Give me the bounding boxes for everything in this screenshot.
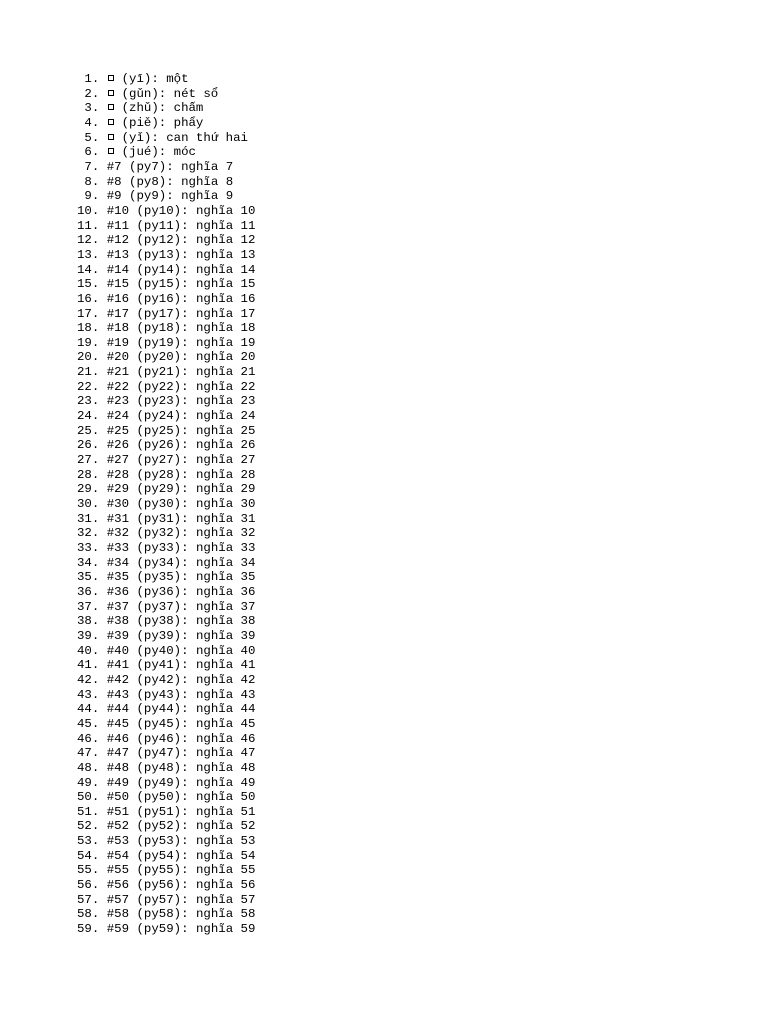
entry-number: 37. <box>77 599 100 614</box>
entry-text: #55 (py55): nghĩa 55 <box>106 863 256 878</box>
entry-number: 28. <box>77 467 100 482</box>
entry-content <box>99 761 255 776</box>
entry-text: #59 (py59): nghĩa 59 <box>106 922 256 937</box>
list-item <box>77 746 255 761</box>
list-item <box>77 307 255 322</box>
missing-glyph-icon <box>107 101 114 116</box>
list-item <box>77 658 255 673</box>
entry-number: 10. <box>77 203 100 218</box>
list-item <box>77 131 255 146</box>
entry-content <box>99 922 255 937</box>
entry-content <box>99 717 255 732</box>
entry-number: 27. <box>77 453 100 468</box>
entry-text: #53 (py53): nghĩa 53 <box>106 834 256 849</box>
entry-number: 8. <box>84 174 100 189</box>
missing-glyph-icon <box>107 131 114 146</box>
entry-number: 33. <box>77 541 100 555</box>
entry-text: #50 (py50): nghĩa 50 <box>106 790 256 805</box>
list-item <box>77 248 255 263</box>
list-item <box>77 365 255 380</box>
entry-text: #40 (py40): nghĩa 40 <box>106 643 256 658</box>
entry-number: 46. <box>77 731 100 746</box>
entry-number: 43. <box>77 687 100 702</box>
list-item <box>77 160 255 175</box>
entry-content <box>99 497 255 512</box>
entry-content <box>99 468 255 483</box>
list-item <box>77 585 255 600</box>
list-item <box>77 350 255 365</box>
list-item <box>77 292 255 307</box>
entry-text: (yǐ): can thứ hai <box>121 130 248 145</box>
entry-text: #7 (py7): nghĩa 7 <box>106 159 234 174</box>
entry-number: 23. <box>77 394 100 409</box>
entry-content <box>99 526 255 541</box>
entry-number: 44. <box>77 702 100 717</box>
entry-content <box>99 160 233 175</box>
entry-content <box>99 556 255 571</box>
list-item <box>77 263 255 278</box>
entry-content <box>99 175 233 190</box>
list-item <box>77 116 255 131</box>
list-item <box>77 819 255 834</box>
entry-content <box>99 746 255 761</box>
entry-content <box>99 585 255 600</box>
list-item <box>77 101 255 116</box>
entry-text: #15 (py15): nghĩa 15 <box>106 277 256 292</box>
entry-number: 53. <box>77 834 100 849</box>
entry-content <box>99 644 255 659</box>
entry-number: 39. <box>77 628 100 643</box>
entry-text: #22 (py22): nghĩa 22 <box>106 379 256 394</box>
entry-number: 47. <box>77 746 100 761</box>
entry-number: 41. <box>77 658 100 673</box>
list-item <box>77 394 255 409</box>
entry-content <box>99 204 255 219</box>
entry-text: #14 (py14): nghĩa 14 <box>106 262 256 277</box>
entry-content <box>99 790 255 805</box>
entry-number: 29. <box>77 482 100 497</box>
list-item <box>77 893 255 908</box>
entry-content <box>99 116 203 131</box>
entry-text: #30 (py30): nghĩa 30 <box>106 497 256 512</box>
entry-text: #11 (py11): nghĩa 11 <box>106 218 256 233</box>
entry-content <box>99 863 255 878</box>
list-item <box>77 336 255 351</box>
list-item <box>77 629 255 644</box>
entry-text: #32 (py32): nghĩa 32 <box>106 526 256 541</box>
entry-text: (gǔn): nét sổ <box>121 86 219 101</box>
entry-text: #8 (py8): nghĩa 8 <box>106 174 234 189</box>
list-item <box>77 761 255 776</box>
entry-text: #41 (py41): nghĩa 41 <box>106 658 256 673</box>
entry-text: #21 (py21): nghĩa 21 <box>106 365 256 380</box>
entry-content <box>99 438 255 453</box>
list-item <box>77 497 255 512</box>
entry-content <box>99 394 255 409</box>
list-item <box>77 468 255 483</box>
entry-text: #25 (py25): nghĩa 25 <box>106 423 256 438</box>
entry-text: #39 (py39): nghĩa 39 <box>106 628 256 643</box>
entry-content <box>99 409 255 424</box>
entry-number: 55. <box>77 863 100 878</box>
entry-number: 31. <box>77 511 100 526</box>
entry-text: #46 (py46): nghĩa 46 <box>106 731 256 746</box>
entry-number: 4. <box>84 115 100 130</box>
entry-content <box>99 893 255 908</box>
entry-number: 3. <box>84 101 100 116</box>
entry-number: 24. <box>77 409 100 424</box>
entry-content <box>99 233 255 248</box>
list-item <box>77 863 255 878</box>
entry-content <box>99 600 255 615</box>
list-item <box>77 673 255 688</box>
missing-glyph-icon <box>107 145 114 160</box>
entry-content <box>99 145 196 160</box>
entry-number: 15. <box>77 277 100 292</box>
entry-content <box>99 907 255 922</box>
entry-content <box>99 629 255 644</box>
list-item <box>77 570 255 585</box>
entry-text: #10 (py10): nghĩa 10 <box>106 203 256 218</box>
entry-content <box>99 336 255 351</box>
entry-number: 32. <box>77 526 100 541</box>
entry-content <box>99 849 255 864</box>
entry-text: (piě): phẩy <box>121 115 204 130</box>
entry-number: 17. <box>77 306 100 321</box>
entry-content <box>99 350 255 365</box>
list-item <box>77 438 255 453</box>
list-item <box>77 512 255 527</box>
entry-content <box>99 482 255 497</box>
entry-text: #23 (py23): nghĩa 23 <box>106 394 256 409</box>
entry-text: #47 (py47): nghĩa 47 <box>106 746 256 761</box>
entry-number: 40. <box>77 643 100 658</box>
entry-content <box>99 878 255 893</box>
list-item <box>77 453 255 468</box>
entry-content <box>99 131 248 146</box>
entry-text: #12 (py12): nghĩa 12 <box>106 233 256 248</box>
list-item <box>77 922 255 937</box>
missing-glyph-box <box>108 119 114 125</box>
entry-content <box>99 453 255 468</box>
entry-number: 19. <box>77 335 100 350</box>
list-item <box>77 321 255 336</box>
entry-number: 16. <box>77 291 100 306</box>
list-item <box>77 87 255 102</box>
missing-glyph-icon <box>107 72 114 87</box>
entry-content <box>99 673 255 688</box>
entry-text: (zhǔ): chấm <box>121 101 204 116</box>
entry-text: #26 (py26): nghĩa 26 <box>106 438 256 453</box>
list-item <box>77 556 255 571</box>
list-item <box>77 175 255 190</box>
entry-text: #19 (py19): nghĩa 19 <box>106 335 256 350</box>
entry-text: #57 (py57): nghĩa 57 <box>106 892 256 907</box>
entry-content <box>99 263 255 278</box>
list-item <box>77 409 255 424</box>
list-item <box>77 878 255 893</box>
entry-content <box>99 248 255 263</box>
entry-content <box>99 776 255 791</box>
entry-content <box>99 834 255 849</box>
list-item <box>77 849 255 864</box>
list-item <box>77 72 255 87</box>
list-item <box>77 277 255 292</box>
list-item <box>77 688 255 703</box>
missing-glyph-icon <box>107 116 114 131</box>
entry-number: 5. <box>84 130 100 145</box>
entry-content <box>99 570 255 585</box>
list-item <box>77 790 255 805</box>
missing-glyph-box <box>108 75 114 81</box>
list-item <box>77 776 255 791</box>
entry-number: 57. <box>77 892 100 907</box>
entry-text: #16 (py16): nghĩa 16 <box>106 291 256 306</box>
entry-number: 1. <box>84 72 100 86</box>
entry-text: #35 (py35): nghĩa 35 <box>106 570 256 585</box>
entry-number: 35. <box>77 570 100 585</box>
entry-content <box>99 101 203 116</box>
list-item <box>77 702 255 717</box>
entry-number: 13. <box>77 247 100 262</box>
list-item <box>77 717 255 732</box>
entry-text: #42 (py42): nghĩa 42 <box>106 672 256 687</box>
entry-text: #52 (py52): nghĩa 52 <box>106 819 256 834</box>
entry-text: #28 (py28): nghĩa 28 <box>106 467 256 482</box>
list-item <box>77 805 255 820</box>
missing-glyph-box <box>108 104 114 110</box>
entry-number: 26. <box>77 438 100 453</box>
entry-text: (jué): móc <box>121 145 196 160</box>
missing-glyph-box <box>108 134 114 140</box>
list-item <box>77 834 255 849</box>
entry-content <box>99 380 255 395</box>
list-item <box>77 145 255 160</box>
entry-content <box>99 365 255 380</box>
entry-text: #36 (py36): nghĩa 36 <box>106 584 256 599</box>
list-item <box>77 380 255 395</box>
list-item <box>77 600 255 615</box>
list-item <box>77 614 255 629</box>
list-item <box>77 482 255 497</box>
list-item <box>77 233 255 248</box>
entry-text: #13 (py13): nghĩa 13 <box>106 247 256 262</box>
list-item <box>77 526 255 541</box>
entry-text: #29 (py29): nghĩa 29 <box>106 482 256 497</box>
entry-number: 14. <box>77 262 100 277</box>
entry-text: #34 (py34): nghĩa 34 <box>106 555 256 570</box>
entry-content <box>99 277 255 292</box>
entry-number: 50. <box>77 790 100 805</box>
entry-number: 22. <box>77 379 100 394</box>
entry-text: #49 (py49): nghĩa 49 <box>106 775 256 790</box>
entry-number: 52. <box>77 819 100 834</box>
missing-glyph-icon <box>107 87 114 102</box>
entry-content <box>99 189 233 204</box>
entry-text: #44 (py44): nghĩa 44 <box>106 702 256 717</box>
list-item <box>77 424 255 439</box>
list-item <box>77 644 255 659</box>
entry-content <box>99 424 255 439</box>
list-item <box>77 907 255 922</box>
entry-content <box>99 732 255 747</box>
entry-text: #56 (py56): nghĩa 56 <box>106 878 256 893</box>
entry-content <box>99 219 255 234</box>
entry-content <box>99 688 255 703</box>
entry-number: 49. <box>77 775 100 790</box>
entry-content <box>99 541 255 556</box>
entry-number: 51. <box>77 804 100 819</box>
entry-number: 9. <box>84 189 100 204</box>
entry-content <box>99 614 255 629</box>
entry-text: #24 (py24): nghĩa 24 <box>106 409 256 424</box>
entry-text: #48 (py48): nghĩa 48 <box>106 760 256 775</box>
entry-text: #37 (py37): nghĩa 37 <box>106 599 256 614</box>
entry-number: 25. <box>77 423 100 438</box>
entry-number: 11. <box>77 218 100 233</box>
entry-content <box>99 805 255 820</box>
entry-text: #58 (py58): nghĩa 58 <box>106 907 256 922</box>
entry-content <box>99 307 255 322</box>
entry-text: #43 (py43): nghĩa 43 <box>106 687 256 702</box>
entry-number: 58. <box>77 907 100 922</box>
entry-number: 21. <box>77 365 100 380</box>
entry-text: #45 (py45): nghĩa 45 <box>106 716 256 731</box>
entry-text: #17 (py17): nghĩa 17 <box>106 306 256 321</box>
entry-text: #51 (py51): nghĩa 51 <box>106 804 256 819</box>
entry-text: #31 (py31): nghĩa 31 <box>106 511 256 526</box>
entry-number: 59. <box>77 922 100 937</box>
list-item <box>77 541 255 556</box>
entry-number: 45. <box>77 716 100 731</box>
entry-number: 54. <box>77 848 100 863</box>
entry-number: 48. <box>77 760 100 775</box>
entry-number: 30. <box>77 497 100 512</box>
list-item <box>77 189 255 204</box>
entry-content <box>99 292 255 307</box>
entry-content <box>99 819 255 834</box>
entry-text: (yī): một <box>121 72 189 86</box>
entry-number: 38. <box>77 614 100 629</box>
list-item <box>77 732 255 747</box>
entry-number: 2. <box>84 86 100 101</box>
entry-number: 56. <box>77 878 100 893</box>
entry-text: #54 (py54): nghĩa 54 <box>106 848 256 863</box>
entry-text: #20 (py20): nghĩa 20 <box>106 350 256 365</box>
missing-glyph-box <box>108 148 114 154</box>
entry-number: 7. <box>84 159 100 174</box>
entry-text: #9 (py9): nghĩa 9 <box>106 189 234 204</box>
entry-number: 12. <box>77 233 100 248</box>
entry-number: 18. <box>77 321 100 336</box>
list-item <box>77 204 255 219</box>
entry-text: #33 (py33): nghĩa 33 <box>106 541 256 555</box>
list-item <box>77 219 255 234</box>
entry-number: 34. <box>77 555 100 570</box>
numbered-entry-list <box>77 72 255 937</box>
entry-content <box>99 72 188 87</box>
entry-text: #18 (py18): nghĩa 18 <box>106 321 256 336</box>
entry-number: 6. <box>84 145 100 160</box>
entry-number: 20. <box>77 350 100 365</box>
entry-number: 42. <box>77 672 100 687</box>
entry-content <box>99 87 218 102</box>
missing-glyph-box <box>108 90 114 96</box>
entry-number: 36. <box>77 584 100 599</box>
entry-content <box>99 658 255 673</box>
entry-content <box>99 702 255 717</box>
entry-content <box>99 321 255 336</box>
entry-text: #38 (py38): nghĩa 38 <box>106 614 256 629</box>
entry-text: #27 (py27): nghĩa 27 <box>106 453 256 468</box>
entry-content <box>99 512 255 527</box>
